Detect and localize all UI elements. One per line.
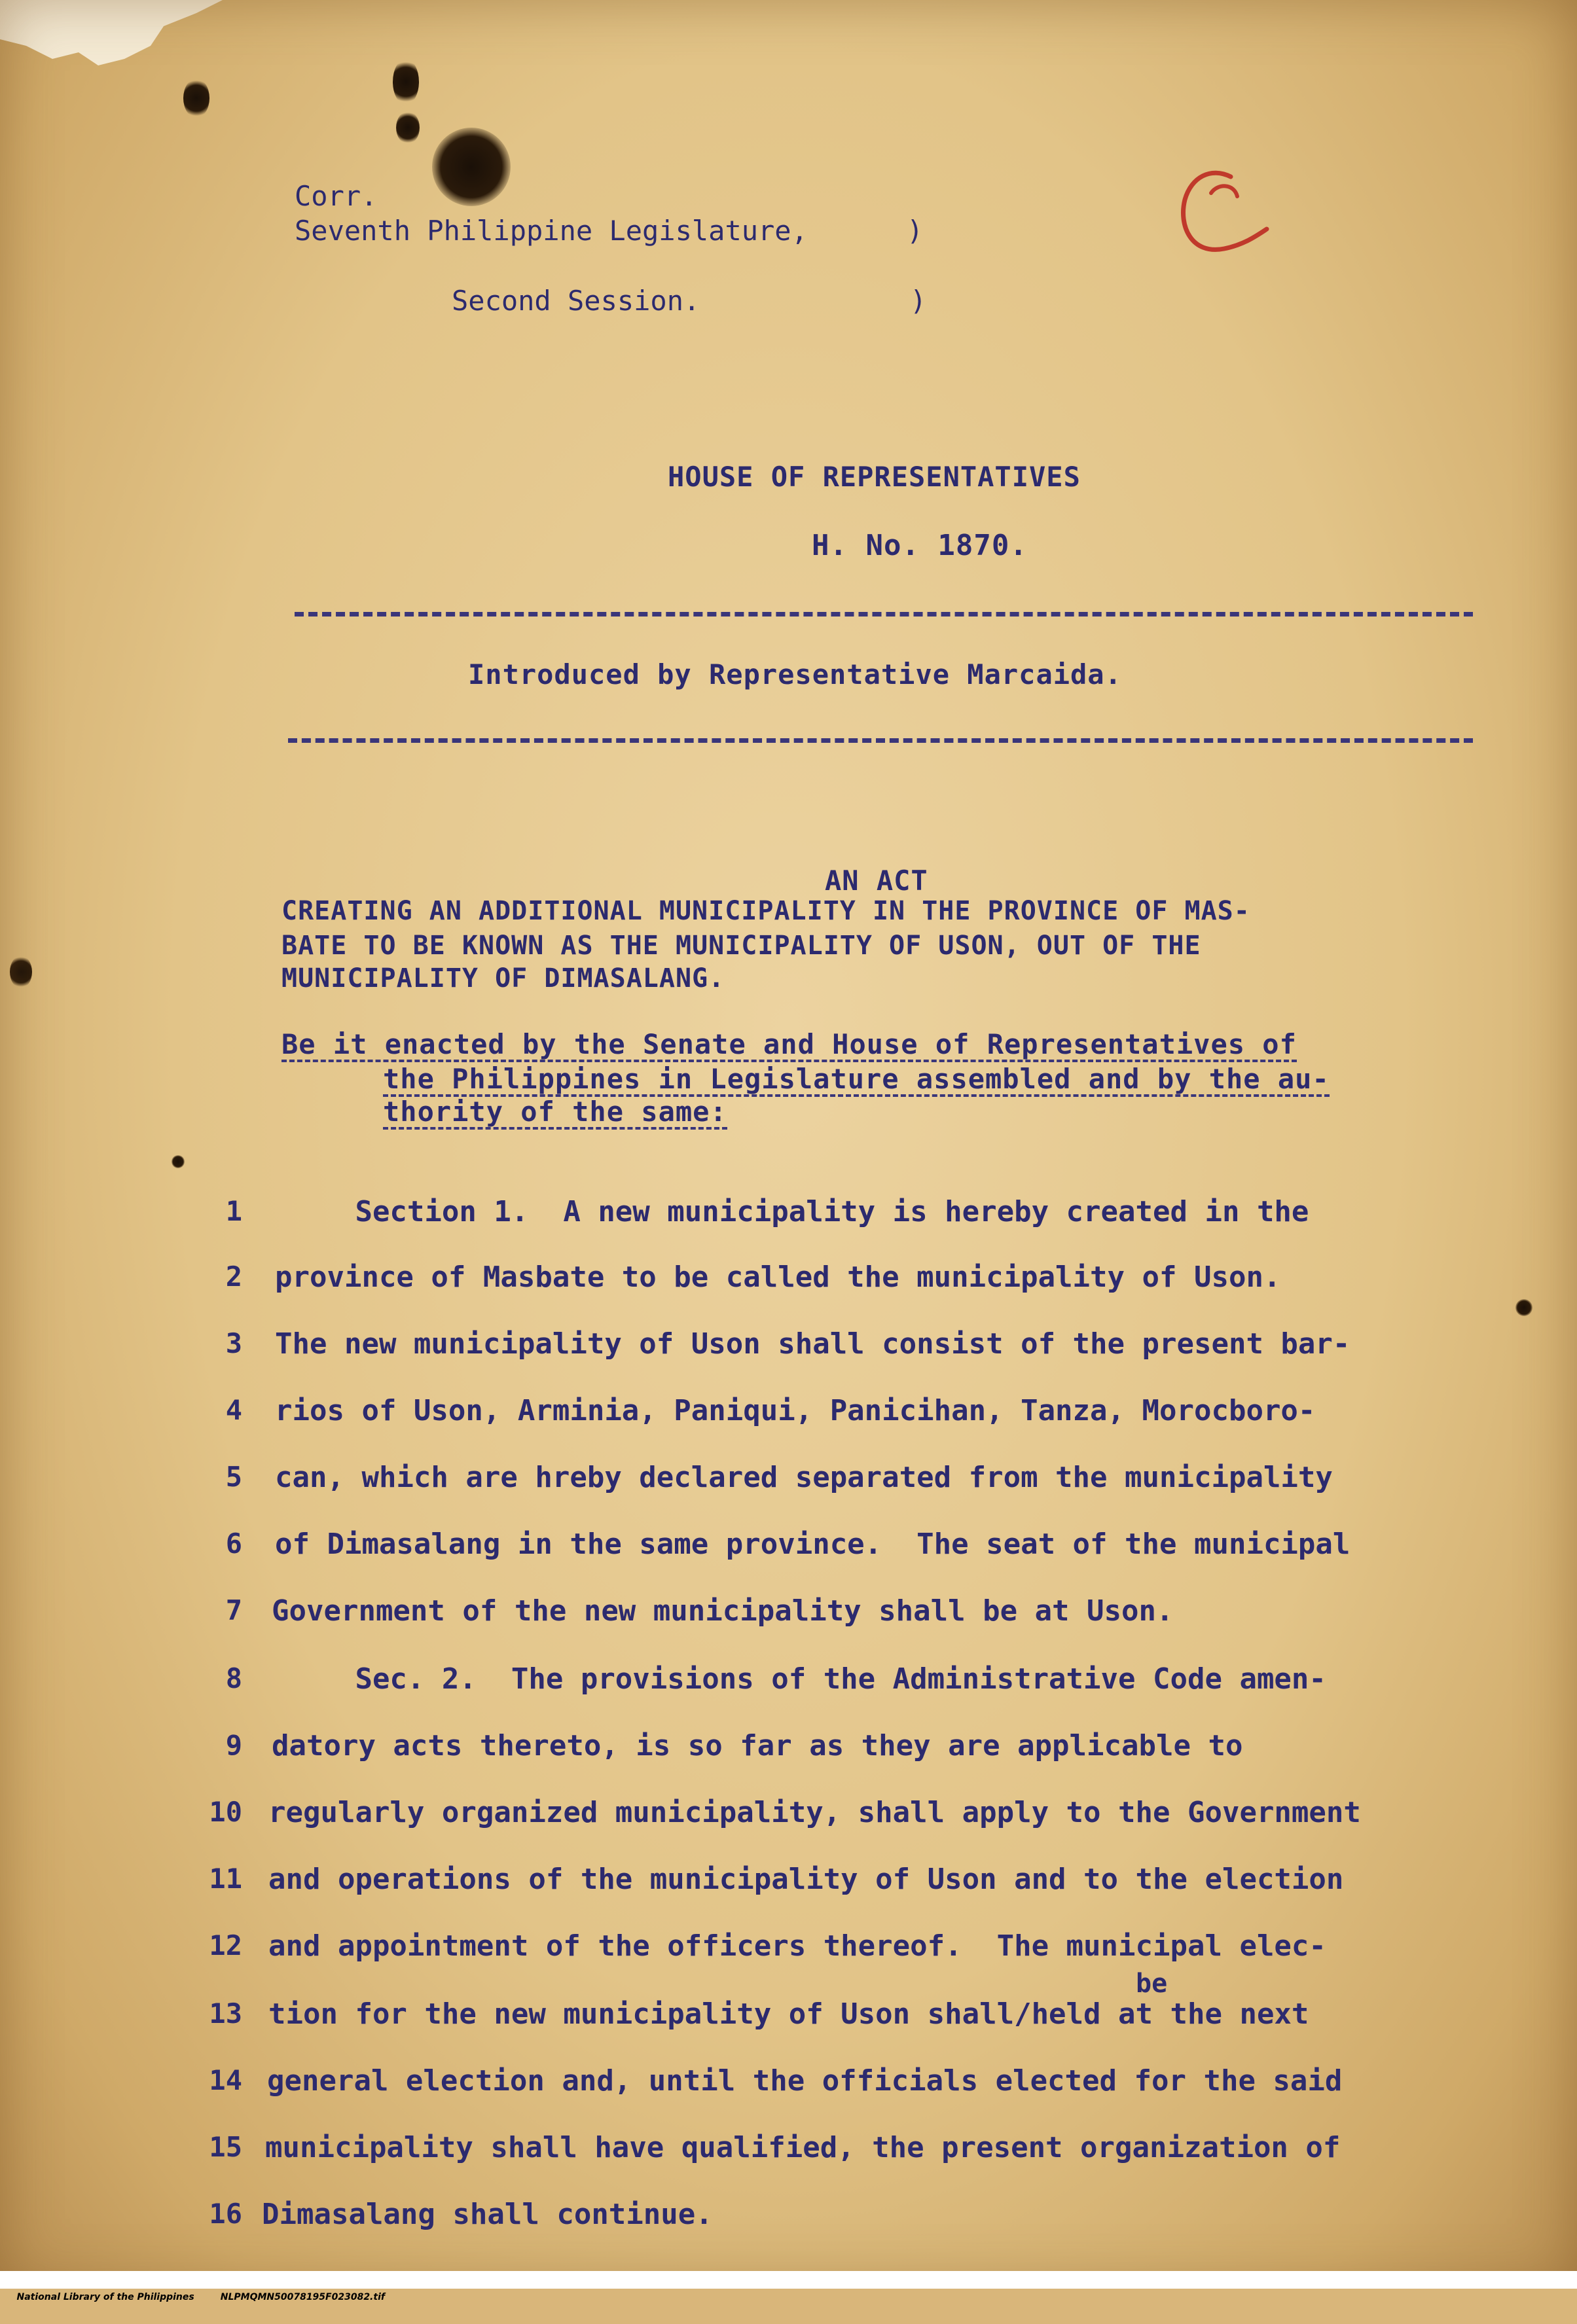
legislature-label: Seventh Philippine Legislature, — [295, 215, 808, 247]
body-line: general election and, until the officials elected for the said — [267, 2064, 1343, 2098]
body-line: and operations of the municipality of Uson and to the election — [268, 1863, 1344, 1896]
enacting-clause-line: Be it enacted by the Senate and House of Representatives of — [281, 1031, 1297, 1062]
body-line: tion for the new municipality of Uson shall/held at the next — [268, 1997, 1309, 2031]
act-title-line: CREATING AN ADDITIONAL MUNICIPALITY IN THE PROVINCE OF MAS- — [281, 896, 1250, 926]
punch-hole — [1515, 1299, 1532, 1316]
body-line: province of Masbate to be called the municipality of Uson. — [275, 1260, 1281, 1294]
line-number: 15 — [209, 2131, 242, 2163]
punch-hole — [172, 1155, 185, 1168]
line-number: 12 — [209, 1929, 242, 1961]
file-id: NLPMQMN50078195F023082.tif — [220, 2292, 385, 2302]
body-line: Sec. 2. The provisions of the Administrative Code amen- — [268, 1662, 1326, 1696]
body-line: of Dimasalang in the same province. The seat of the municipal — [275, 1528, 1350, 1561]
line-number: 10 — [209, 1796, 242, 1828]
session-label: Second Session. — [452, 285, 700, 317]
enacting-clause-line: thority of the same: — [383, 1098, 727, 1130]
body-line: datory acts thereto, is so far as they are applicable to — [272, 1729, 1243, 1762]
separator-rule — [288, 738, 1473, 743]
handwritten-insert: be — [1136, 1969, 1168, 1999]
punch-hole — [396, 111, 420, 144]
body-line: The new municipality of Uson shall consist of the present bar- — [275, 1327, 1350, 1361]
body-line: municipality shall have qualified, the present organization of — [265, 2131, 1341, 2164]
line-number: 1 — [225, 1195, 242, 1227]
margin-mark-c — [1152, 164, 1283, 275]
line-number: 11 — [209, 1863, 242, 1895]
body-line: regularly organized municipality, shall apply to the Government — [268, 1796, 1361, 1829]
act-heading: AN ACT — [825, 865, 928, 897]
introduced-by: Introduced by Representative Marcaida. — [468, 658, 1122, 690]
bill-number: H. No. 1870. — [812, 529, 1028, 562]
paren-close: ) — [910, 285, 927, 317]
act-title-line: MUNICIPALITY OF DIMASALANG. — [281, 963, 725, 993]
body-line: Section 1. A new municipality is hereby created in the — [268, 1195, 1309, 1228]
library-name: National Library of the Philippines — [16, 2292, 194, 2302]
body-line: rios of Uson, Arminia, Paniqui, Panicihan, Tanza, Morocboro- — [275, 1394, 1316, 1427]
punch-hole — [393, 59, 419, 105]
punch-hole — [10, 956, 32, 988]
line-number: 2 — [225, 1260, 242, 1293]
punch-hole — [183, 79, 209, 118]
line-number: 8 — [225, 1662, 242, 1694]
body-line: can, which are hreby declared separated from the municipality — [275, 1461, 1333, 1494]
line-number: 16 — [209, 2198, 242, 2230]
punch-hole — [432, 128, 511, 206]
archive-footer — [0, 2271, 1577, 2302]
body-line: and appointment of the officers thereof. The municipal elec- — [268, 1929, 1326, 1963]
body-line: Government of the new municipality shall be at Uson. — [272, 1594, 1174, 1628]
line-number: 13 — [209, 1997, 242, 2029]
enacting-clause-line: the Philippines in Legislature assembled and by the au- — [383, 1065, 1330, 1097]
line-number: 9 — [225, 1729, 242, 1761]
line-number: 14 — [209, 2064, 242, 2096]
chamber-title: HOUSE OF REPRESENTATIVES — [668, 461, 1081, 493]
separator-rule — [295, 612, 1473, 617]
act-title-line: BATE TO BE KNOWN AS THE MUNICIPALITY OF USON, OUT OF THE — [281, 931, 1201, 961]
paren-close: ) — [907, 215, 924, 247]
body-line: Dimasalang shall continue. — [262, 2198, 713, 2231]
line-number: 3 — [225, 1327, 242, 1359]
line-number: 4 — [225, 1394, 242, 1426]
torn-corner — [0, 0, 223, 79]
line-number: 7 — [225, 1594, 242, 1626]
line-number: 5 — [225, 1461, 242, 1493]
corr-label: Corr. — [295, 180, 378, 212]
line-number: 6 — [225, 1528, 242, 1560]
